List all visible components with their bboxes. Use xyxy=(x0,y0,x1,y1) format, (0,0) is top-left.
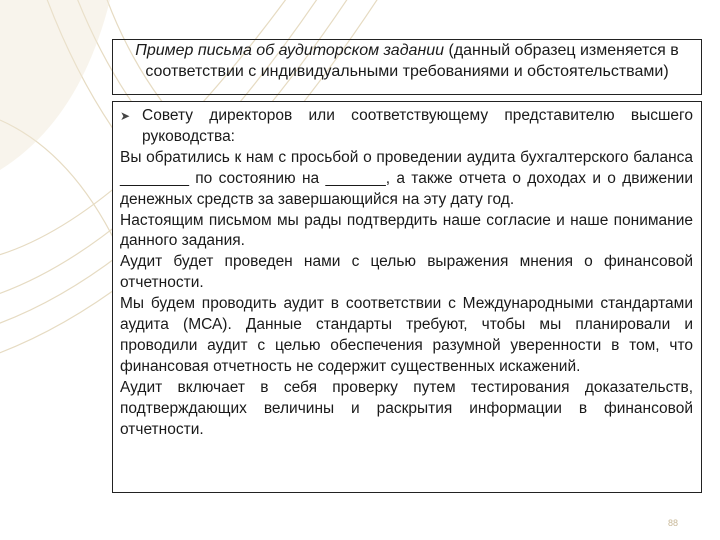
arrow-bullet-icon: ➤ xyxy=(120,109,131,123)
letter-body-box xyxy=(112,101,702,493)
letter-paragraph-objective: Аудит будет проведен нами с целью выражения мнения о финансовой отчетности. xyxy=(120,253,693,292)
slide-title xyxy=(113,40,701,82)
slide-title-rest: (данный образец изменяется в соответствии с индивидуальными требованиями и обстоятельствами) xyxy=(145,42,679,80)
letter-paragraph-confirmation: Настоящим письмом мы рады подтвердить наше согласие и наше понимание данного задания. xyxy=(120,211,693,250)
letter-paragraph-standards: Мы будем проводить аудит в соответствии с Международными стандартами аудита (МСА). Данные стандарты требуют, чтобы мы планировали и проводили аудит с целью обеспечения разумной уверенности в том, что финансовая отчетность не содержит существенных искажений. xyxy=(120,295,693,375)
slide-title-italic: Пример письма об аудиторском задании xyxy=(135,42,445,59)
slide-title-box xyxy=(112,39,702,95)
addressee-text: Совету директоров или соответствующему представителю высшего руководства: xyxy=(142,107,693,145)
letter-paragraph-scope: Аудит включает в себя проверку путем тестирования доказательств, подтверждающих величины и раскрытия информации в финансовой отчетности. xyxy=(120,378,693,438)
page-number: 88 xyxy=(668,518,679,528)
letter-paragraph-request: Вы обратились к нам с просьбой о проведении аудита бухгалтерского баланса ________ по состоянию на _______, а также отчета о доходах и о движении денежных средств за завершающийся на эту дату год. xyxy=(120,148,693,208)
addressee-bullet xyxy=(120,106,693,148)
